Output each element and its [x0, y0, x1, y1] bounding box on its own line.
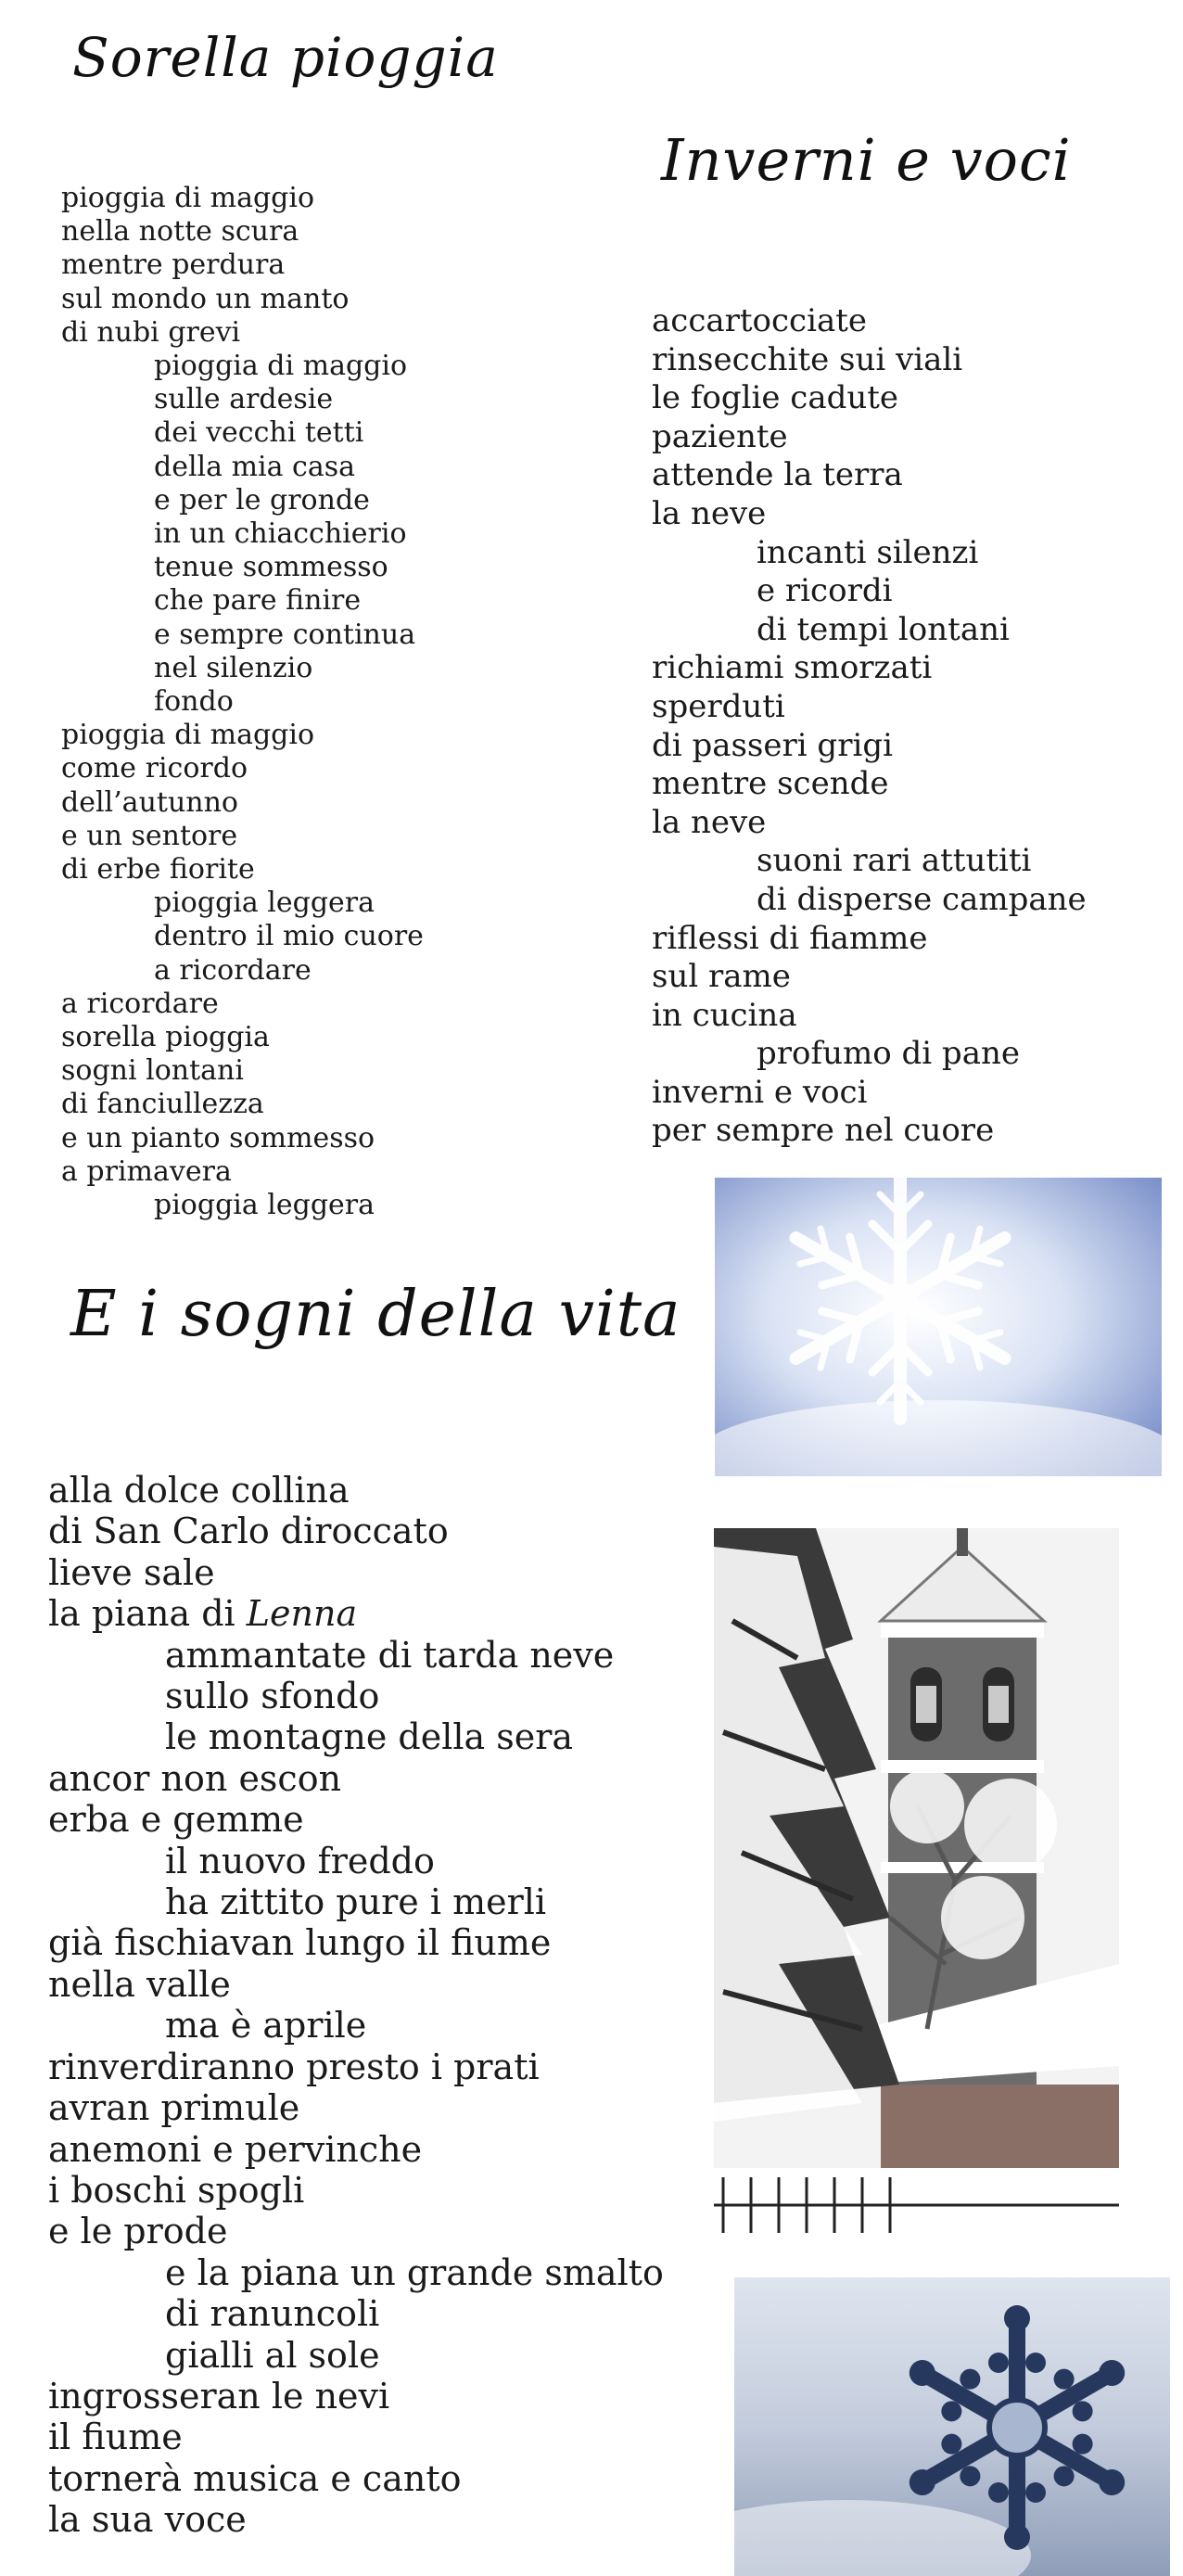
poem-line-text: di tempi lontani — [757, 610, 1010, 648]
poem-line-text: ancor non escon — [48, 1757, 342, 1799]
poem-line-text: sullo sfondo — [165, 1676, 380, 1717]
poem-line — [61, 1054, 424, 1088]
poem-line-text: e per le gronde — [154, 483, 370, 516]
poem-line — [48, 2417, 664, 2457]
poem-line-text: ha zittito pure i merli — [165, 1881, 547, 1923]
poem-line — [652, 958, 1087, 997]
poem-line-text: e la piana un grande smalto — [165, 2251, 664, 2293]
poem-line — [652, 920, 1087, 959]
poem-line — [48, 1635, 664, 1676]
poem-line-text: di ranuncoli — [165, 2293, 380, 2335]
poem-line-text: ammantate di tarda neve — [165, 1634, 615, 1676]
poem-line — [48, 1841, 664, 1881]
poem-line — [48, 1881, 664, 1922]
poem-line — [48, 1470, 664, 1511]
poem-line-text: avran primule — [48, 2087, 300, 2129]
poem-line — [61, 719, 424, 752]
poem-line — [652, 997, 1087, 1036]
poem-line-text: le montagne della sera — [165, 1716, 574, 1758]
poem-line — [652, 611, 1087, 650]
poem-line-text: fondo — [154, 685, 234, 719]
poem-line-text: accartocciate — [652, 302, 868, 339]
poem-line — [61, 920, 424, 953]
poem-line-text: sulle ardesie — [154, 383, 334, 416]
poem-line — [61, 551, 424, 584]
poem-line-text: suoni rari attutiti — [757, 842, 1032, 880]
poem-line — [48, 2252, 664, 2293]
poem-line-text: inverni e voci — [652, 1073, 868, 1111]
poem-line — [48, 1799, 664, 1840]
poem-line — [652, 881, 1087, 920]
poem-line-text: di fanciullezza — [61, 1088, 264, 1121]
poem-line — [652, 341, 1087, 380]
poem-line — [61, 618, 424, 652]
snowflake-image — [715, 1178, 1162, 1476]
poem-line-text: sorella pioggia — [61, 1021, 270, 1054]
poem-line — [48, 2087, 664, 2128]
poem-line-text: pioggia di maggio — [61, 719, 315, 752]
poem-line — [48, 2458, 664, 2499]
crystal-snowflake-photo — [734, 2277, 1170, 2576]
poem-line — [652, 688, 1087, 727]
poem-line-text: come ricordo — [61, 752, 248, 785]
poem-line — [61, 1088, 424, 1121]
poem-line-text: pioggia di maggio — [154, 350, 408, 383]
poem-line-text: e un pianto sommesso — [61, 1121, 375, 1154]
poem-line-text: per sempre nel cuore — [652, 1112, 995, 1150]
poem-line-text: gialli al sole — [165, 2334, 380, 2376]
poem-line-text: a ricordare — [154, 953, 312, 987]
crystal-snowflake-image — [734, 2277, 1170, 2576]
poem-line — [61, 820, 424, 853]
poem-line-text: richiami smorzati — [652, 649, 933, 687]
poem-line — [48, 2170, 664, 2211]
poem-line — [61, 517, 424, 551]
poem-line-text: alla dolce collina — [48, 1470, 350, 1511]
poem-line-text: tenue sommesso — [154, 551, 388, 584]
poem-line — [48, 2047, 664, 2087]
poem-line — [61, 1155, 424, 1189]
poem-line — [61, 451, 424, 484]
poem-title-sorella-pioggia: Sorella pioggia — [72, 26, 499, 89]
poem-line — [61, 350, 424, 383]
poem-line-text: incanti silenzi — [757, 533, 979, 571]
poem-line-text: rinsecchite sui viali — [652, 340, 963, 378]
poem-line — [61, 416, 424, 450]
poem-line — [652, 765, 1087, 804]
poem-line-text: pioggia di maggio — [61, 182, 315, 214]
poem-line — [48, 1676, 664, 1716]
poem-line — [61, 886, 424, 920]
poem-line — [61, 182, 424, 215]
poem-line-text: di nubi grevi — [61, 315, 241, 349]
poem-line-text: in cucina — [652, 996, 797, 1034]
poem-line-text: mentre perdura — [61, 249, 286, 282]
poem-line-text: in un chiacchierio — [154, 517, 407, 551]
poem-line — [61, 685, 424, 719]
poem-title-e-i-sogni-della-vita: E i sogni della vita — [70, 1278, 681, 1351]
poem-line-text: di erbe fiorite — [61, 853, 255, 886]
poem-line — [652, 534, 1087, 573]
poem-line-text: nella notte scura — [61, 215, 299, 249]
poem-line — [61, 484, 424, 517]
poem-line — [652, 1074, 1087, 1113]
poem-line — [48, 2335, 664, 2376]
poem-line — [61, 383, 424, 416]
poem-line — [61, 988, 424, 1021]
poem-line-text: erba e gemme — [48, 1799, 304, 1841]
poem-line-text: e ricordi — [757, 572, 893, 610]
poem-line — [61, 1189, 424, 1222]
poem-line-text: la sua voce — [48, 2499, 247, 2541]
poem-line — [48, 2499, 664, 2540]
poem-inverni-e-voci — [652, 302, 1087, 1151]
poem-line — [48, 1552, 664, 1593]
poem-line-text: il nuovo freddo — [165, 1840, 435, 1881]
poem-line — [652, 1112, 1087, 1151]
poem-line-text: già fischiavan lungo il fiume — [48, 1922, 552, 1964]
poem-line-text: ma è aprile — [165, 2005, 367, 2047]
poem-line-text: nel silenzio — [154, 651, 313, 684]
poem-line — [652, 1035, 1087, 1074]
poem-line-text: e sempre continua — [154, 618, 416, 651]
bell-tower-image — [714, 1528, 1119, 2235]
poem-line — [48, 1593, 664, 1634]
poem-line — [652, 842, 1087, 881]
place-name-italic: Lenna — [246, 1593, 358, 1635]
poem-line — [61, 249, 424, 282]
poem-line-text: di San Carlo diroccato — [48, 1511, 449, 1552]
poem-line — [61, 853, 424, 886]
poem-line — [48, 2005, 664, 2046]
poem-line — [61, 283, 424, 316]
poem-line — [48, 2129, 664, 2170]
poem-line — [652, 456, 1087, 495]
poem-line — [61, 316, 424, 350]
poem-line — [48, 2211, 664, 2251]
poem-e-i-sogni-della-vita — [48, 1470, 664, 2541]
poem-line-text: la piana di — [48, 1593, 247, 1635]
bell-tower-photo — [714, 1528, 1119, 2235]
poem-line-text: pioggia leggera — [154, 886, 375, 920]
poem-line-text: dentro il mio cuore — [154, 920, 424, 953]
poem-line-text: sogni lontani — [61, 1054, 244, 1088]
poem-line-text: sul rame — [652, 958, 791, 996]
poem-line-text: nella valle — [48, 1963, 231, 2005]
poem-line — [61, 1122, 424, 1155]
poem-line-text: mentre scende — [652, 765, 889, 803]
poem-line — [48, 2376, 664, 2417]
poem-line — [652, 727, 1087, 766]
poem-line-text: le foglie cadute — [652, 379, 899, 417]
poem-sorella-pioggia — [61, 182, 424, 1222]
poem-line — [652, 572, 1087, 611]
poem-line-text: della mia casa — [154, 450, 356, 483]
poem-line — [61, 752, 424, 785]
poem-line — [652, 495, 1087, 534]
poem-line-text: di passeri grigi — [652, 726, 893, 764]
poem-line-text: paziente — [652, 417, 788, 455]
poem-line-text: i boschi spogli — [48, 2169, 305, 2211]
poem-line — [652, 379, 1087, 418]
poem-line-text: la neve — [652, 803, 767, 841]
poem-line — [61, 652, 424, 685]
poem-line-text: profumo di pane — [757, 1035, 1020, 1073]
poem-line-text: lieve sale — [48, 1551, 215, 1593]
poem-line — [48, 2293, 664, 2334]
poem-line-text: anemoni e pervinche — [48, 2128, 423, 2170]
poem-line-text: sperduti — [652, 687, 785, 725]
poem-line — [48, 1716, 664, 1757]
poem-line — [61, 584, 424, 618]
poem-line-text: a ricordare — [61, 987, 219, 1020]
poem-line-text: e le prode — [48, 2211, 228, 2252]
poem-line — [48, 1758, 664, 1799]
poem-line — [48, 1964, 664, 2005]
poem-line-text: sul mondo un manto — [61, 282, 350, 315]
poem-line-text: e un sentore — [61, 819, 238, 852]
poem-line-text: tornerà musica e canto — [48, 2457, 462, 2499]
poem-line-text: riflessi di fiamme — [652, 919, 928, 957]
poem-line-text: a primavera — [61, 1154, 232, 1188]
poem-line — [48, 1511, 664, 1551]
poem-line — [61, 215, 424, 249]
poem-line — [652, 418, 1087, 457]
poem-line-text: la neve — [652, 494, 767, 532]
poem-line — [61, 786, 424, 820]
poem-line — [652, 649, 1087, 688]
snowflake-photo — [715, 1178, 1162, 1476]
poem-line — [61, 1021, 424, 1054]
poem-line — [652, 302, 1087, 341]
poem-line-text: il fiume — [48, 2417, 183, 2458]
poem-line-text: attende la terra — [652, 456, 903, 494]
poem-line-text: pioggia leggera — [154, 1189, 375, 1222]
poem-line-text: dell’autunno — [61, 785, 238, 819]
poem-line — [48, 1922, 664, 1963]
poem-line-text: ingrosseran le nevi — [48, 2375, 390, 2417]
poem-line-text: di disperse campane — [757, 880, 1087, 918]
poem-line — [61, 954, 424, 988]
poem-line — [652, 804, 1087, 843]
poem-line-text: che pare finire — [154, 584, 362, 618]
poem-line-text: dei vecchi tetti — [154, 416, 364, 450]
poem-line-text: rinverdiranno presto i prati — [48, 2046, 540, 2087]
poem-title-inverni-e-voci: Inverni e voci — [661, 126, 1072, 194]
